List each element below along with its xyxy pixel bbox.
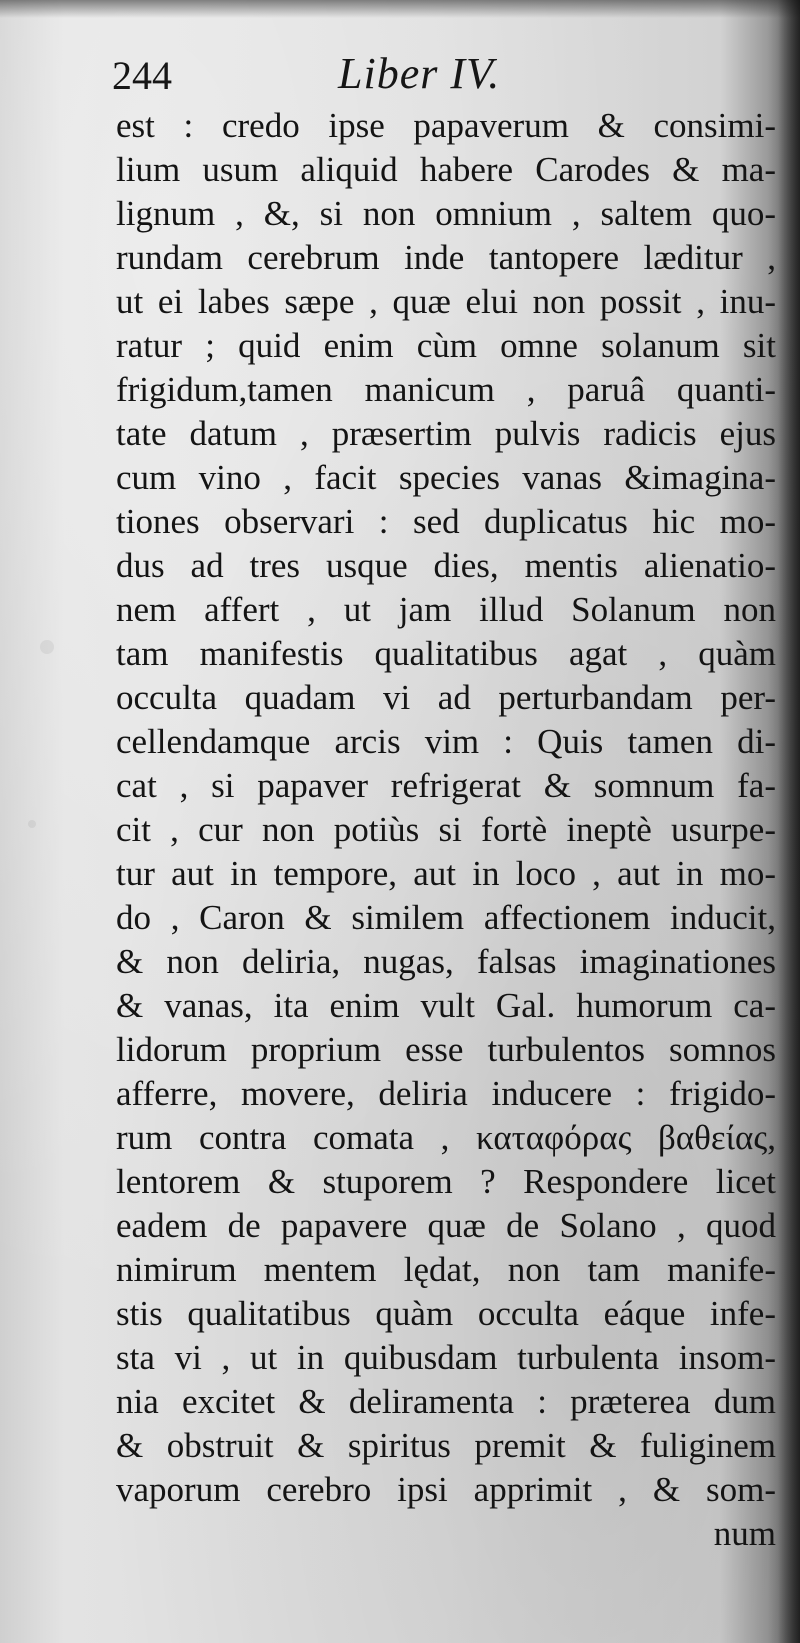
running-head: Liber IV. <box>338 49 501 98</box>
text-line: & obstruit & spiritus premit & fuliginem <box>116 1426 776 1465</box>
text-line: eadem de papavere quæ de Solano , quod <box>116 1206 776 1245</box>
paper-stain <box>40 640 54 654</box>
text-line: nem affert , ut jam illud Solanum non <box>116 590 776 629</box>
text-line: occulta quadam vi ad perturbandam per- <box>116 678 776 717</box>
text-line: ut ei labes sæpe , quæ elui non possit , inu- <box>116 282 776 321</box>
page-number: 244 <box>112 53 172 98</box>
text-line: cellendamque arcis vim : Quis tamen di- <box>116 722 776 761</box>
text-line: lidorum proprium esse turbulentos somnos <box>116 1030 776 1069</box>
catchword: num <box>713 1514 776 1553</box>
body-text <box>116 104 776 1556</box>
text-line: cit , cur non potiùs si fortè ineptè usurpe- <box>116 810 776 849</box>
text-line: nimirum mentem lędat, non tam manife- <box>116 1250 776 1289</box>
text-line: do , Caron & similem affectionem inducit, <box>116 898 776 937</box>
text-line: lignum , &, si non omnium , saltem quo- <box>116 194 776 233</box>
text-line: ratur ; quid enim cùm omne solanum sit <box>116 326 776 365</box>
paper-stain <box>28 820 36 828</box>
text-line: tur aut in tempore, aut in loco , aut in mo- <box>116 854 776 893</box>
text-line: frigidum,tamen manicum , paruâ quanti- <box>116 370 776 409</box>
text-line: tiones observari : sed duplicatus hic mo- <box>116 502 776 541</box>
text-line: rundam cerebrum inde tantopere læditur , <box>116 238 776 277</box>
text-line: rum contra comata , καταφόρας βαθείας, <box>116 1118 776 1157</box>
text-line: cat , si papaver refrigerat & somnum fa- <box>116 766 776 805</box>
text-line: stis qualitatibus quàm occulta eáque infe- <box>116 1294 776 1333</box>
text-line: est : credo ipse papaverum & consimi- <box>116 106 776 145</box>
text-line: lium usum aliquid habere Carodes & ma- <box>116 150 776 189</box>
text-line: vaporum cerebro ipsi apprimit , & som- <box>116 1470 776 1509</box>
text-line: nia excitet & deliramenta : præterea dum <box>116 1382 776 1421</box>
text-line: lentorem & stuporem ? Respondere licet <box>116 1162 776 1201</box>
text-line: dus ad tres usque dies, mentis alienatio- <box>116 546 776 585</box>
text-line: & non deliria, nugas, falsas imaginationes <box>116 942 776 981</box>
text-line: sta vi , ut in quibusdam turbulenta insom- <box>116 1338 776 1377</box>
text-line: afferre, movere, deliria inducere : frigido- <box>116 1074 776 1113</box>
page-header <box>112 48 772 104</box>
text-line: & vanas, ita enim vult Gal. humorum ca- <box>116 986 776 1025</box>
text-line: tam manifestis qualitatibus agat , quàm <box>116 634 776 673</box>
text-line: tate datum , præsertim pulvis radicis ejus <box>116 414 776 453</box>
text-line: cum vino , facit species vanas &imagina- <box>116 458 776 497</box>
